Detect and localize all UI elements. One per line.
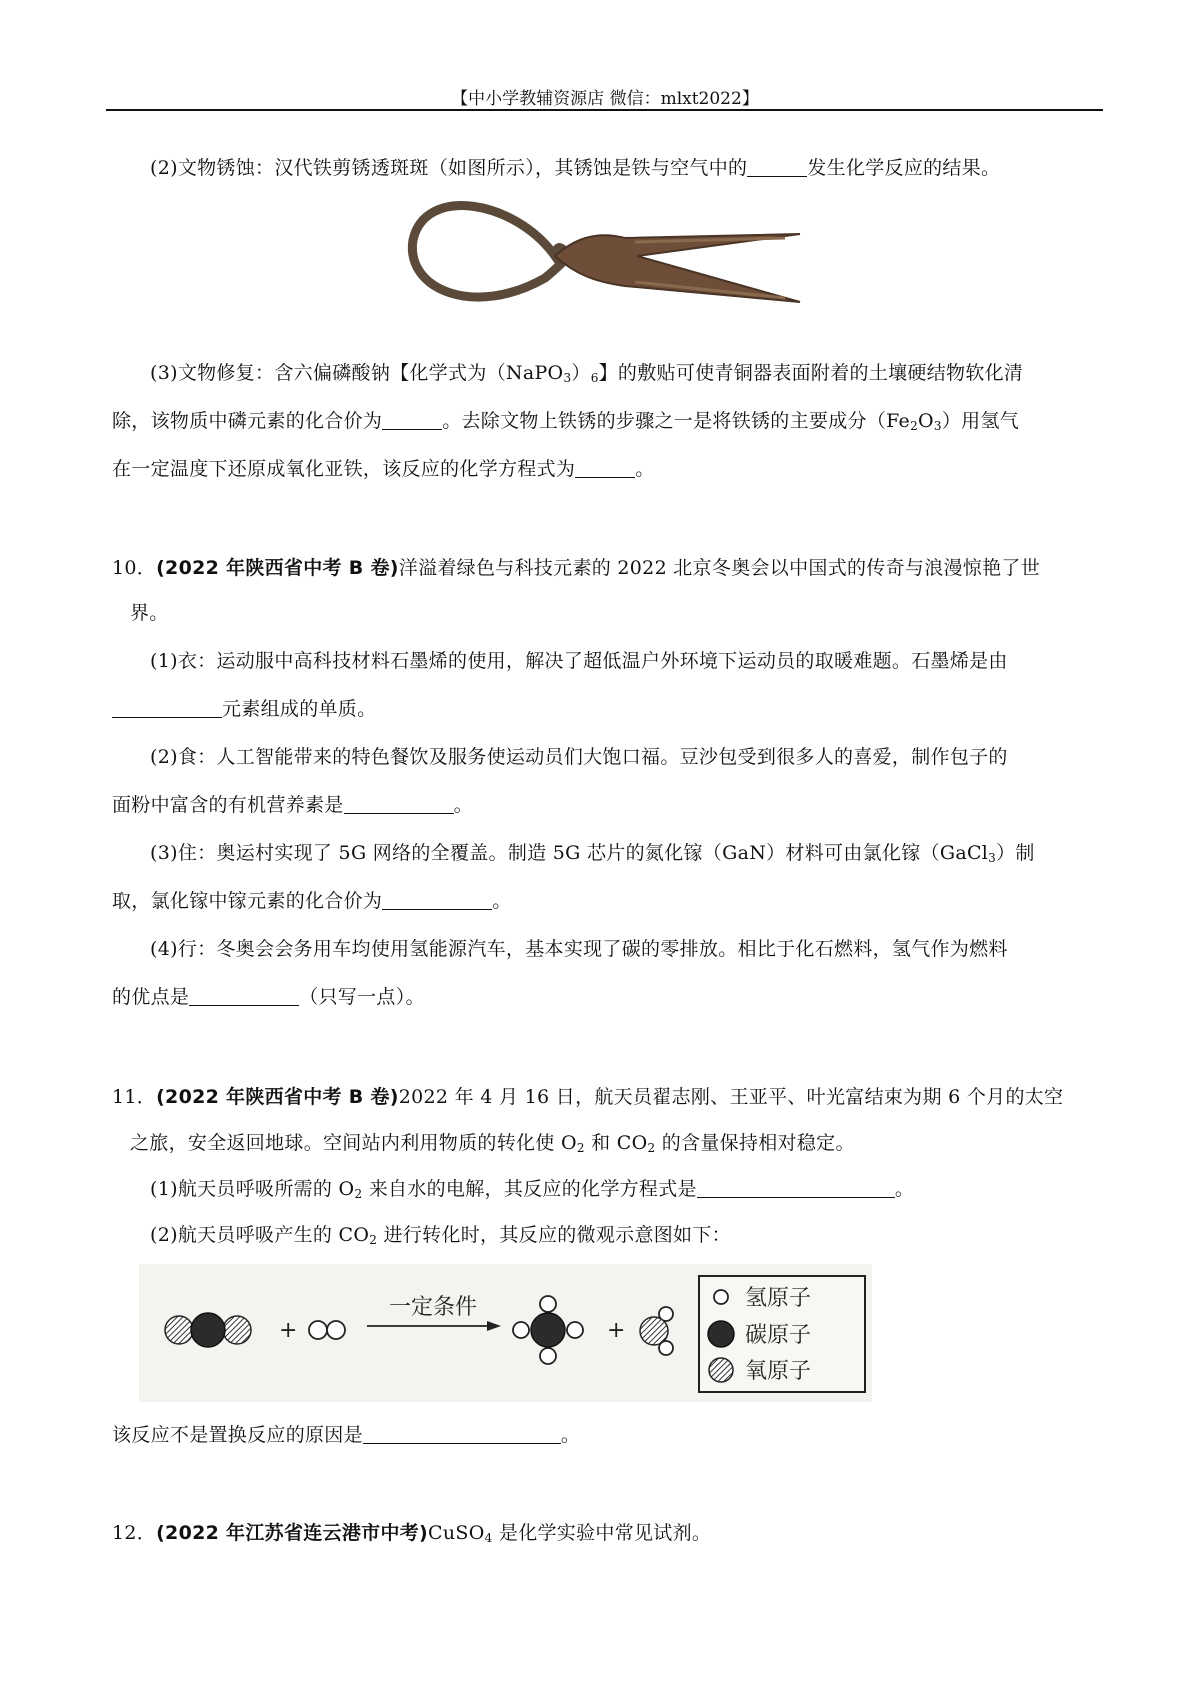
q9-part3-line1: [150, 360, 1140, 386]
question-number: 12．: [112, 1522, 157, 1544]
q9-part2-text-end: 发生化学反应的结果。: [807, 157, 1001, 179]
subscript: 3: [563, 371, 572, 385]
answer-blank[interactable]: [382, 891, 492, 910]
q9-part3-line2: [112, 408, 1102, 434]
question-stem: CuSO: [428, 1522, 485, 1544]
oxygen-atom-icon: [709, 1358, 733, 1382]
answer-blank[interactable]: [363, 1425, 561, 1444]
answer-blank[interactable]: [344, 795, 454, 814]
header-rule: [106, 109, 1103, 111]
legend-carbon: 碳原子: [745, 1323, 812, 1348]
q10-part2: (2)食：人工智能带来的特色餐饮及服务使运动员们大饱口福。豆沙包受到很多人的喜爱，制作包子的: [150, 746, 1008, 768]
answer-blank[interactable]: [747, 158, 807, 177]
question-source: (2022 年陕西省中考 B 卷): [156, 557, 399, 579]
q10-text: （只写一点）。: [299, 986, 425, 1008]
question-source: (2022 年江苏省连云港市中考): [156, 1522, 429, 1544]
carbon-atom-icon: [708, 1321, 734, 1347]
q10-part3: [150, 840, 1140, 866]
h2o-molecule: [640, 1307, 673, 1355]
q9-part3-text: ）用氢气: [941, 410, 1020, 432]
q11-text: 进行转化时，其反应的微观示意图如下：: [377, 1224, 731, 1246]
q9-part3-text: O: [918, 410, 934, 432]
q10-text: 。: [453, 794, 473, 816]
q12-stem: [112, 1520, 1102, 1546]
question-stem: 2022 年 4 月 16 日，航天员翟志刚、王亚平、叶光富结束为期 6 个月的太空: [398, 1086, 1064, 1108]
question-number: 10．: [112, 557, 157, 579]
q9-part3-text: 】的敷贴可使青铜器表面附着的土壤硬结物软化清: [598, 362, 1024, 384]
subscript: 6: [590, 371, 599, 385]
q9-part3-text: 在一定温度下还原成氧化亚铁，该反应的化学方程式为: [112, 458, 576, 480]
q9-part3-text: 。: [635, 458, 655, 480]
subscript: 2: [576, 1141, 585, 1155]
subscript: 2: [369, 1233, 378, 1247]
q11-part1: [150, 1176, 1140, 1202]
subscript: 2: [647, 1141, 656, 1155]
q11-part2-tail: [112, 1422, 1102, 1448]
q10-part1: (1)衣：运动服中高科技材料石墨烯的使用，解决了超低温户外环境下运动员的取暖难题。石墨烯是由: [150, 650, 1008, 672]
answer-blank[interactable]: [112, 699, 222, 718]
question-number: 11．: [112, 1086, 157, 1108]
q10-part2-line2: [112, 792, 1102, 818]
co2-molecule: [165, 1313, 251, 1347]
question-stem: 是化学实验中常见试剂。: [492, 1522, 712, 1544]
legend-oxygen: 氧原子: [745, 1359, 812, 1384]
q9-part3-text: 。去除文物上铁锈的步骤之一是将铁锈的主要成分（Fe: [442, 410, 911, 432]
page-header: 【中小学教辅资源店 微信：mlxt2022】: [451, 89, 759, 109]
subscript: 2: [910, 419, 919, 433]
arrow-head-icon: [487, 1321, 501, 1331]
q10-text: (3)住：奥运村实现了 5G 网络的全覆盖。制造 5G 芯片的氮化镓（GaN）材料可由氯化镓（GaCl: [150, 842, 989, 864]
arrow-label: 一定条件: [389, 1295, 478, 1320]
question-source: (2022 年陕西省中考 B 卷): [156, 1086, 399, 1108]
q11-text: 的含量保持相对稳定。: [655, 1132, 855, 1154]
ch4-molecule: [513, 1296, 583, 1364]
q11-stem: [112, 1084, 1102, 1110]
reaction-diagram: [139, 1264, 872, 1402]
q10-part1-line2: [112, 696, 1102, 722]
q11-text: (2)航天员呼吸产生的 CO: [150, 1224, 370, 1246]
q11-text: 来自水的电解，其反应的化学方程式是: [362, 1178, 697, 1200]
q9-part3-text: (3)文物修复：含六偏磷酸钠【化学式为（NaPO: [150, 362, 564, 384]
q10-text: 取，氯化镓中镓元素的化合价为: [112, 890, 383, 912]
q10-text: 面粉中富含的有机营养素是: [112, 794, 344, 816]
legend-hydrogen: 氢原子: [745, 1286, 812, 1311]
subscript: 4: [484, 1531, 493, 1545]
plus-sign: +: [279, 1318, 298, 1343]
q11-text: (1)航天员呼吸所需的 O: [150, 1178, 355, 1200]
h2-molecule: [309, 1321, 345, 1339]
q11-text: 该反应不是置换反应的原因是: [112, 1424, 363, 1446]
answer-blank[interactable]: [189, 987, 299, 1006]
q10-part4: (4)行：冬奥会会务用车均使用氢能源汽车，基本实现了碳的零排放。相比于化石燃料，氢气作为燃料: [150, 938, 1008, 960]
hydrogen-atom-icon: [714, 1290, 728, 1304]
q11-part2: [150, 1222, 1140, 1248]
q11-text: 之旅，安全返回地球。空间站内利用物质的转化使 O: [130, 1132, 577, 1154]
q10-part3-line2: [112, 888, 1102, 914]
q10-part4-line2: [112, 984, 1102, 1010]
q9-part2-text: (2)文物锈蚀：汉代铁剪锈透斑斑（如图所示），其锈蚀是铁与空气中的: [150, 157, 748, 179]
q10-text: 。: [492, 890, 512, 912]
q11-text: 。: [560, 1424, 581, 1446]
q9-part3-text: 除，该物质中磷元素的化合价为: [112, 410, 383, 432]
answer-blank[interactable]: [575, 459, 635, 478]
q9-part3-line3: [112, 456, 1102, 482]
q10-stem-line2: 界。: [130, 602, 169, 624]
answer-blank[interactable]: [697, 1179, 895, 1198]
answer-blank[interactable]: [382, 411, 442, 430]
q11-stem-line2: [130, 1130, 1120, 1156]
q10-stem: [112, 555, 1102, 581]
subscript: 2: [354, 1187, 363, 1201]
q10-text: 的优点是: [112, 986, 190, 1008]
subscript: 3: [988, 851, 997, 865]
q9-part2: [150, 155, 1140, 181]
iron-scissors-image: [405, 190, 805, 324]
q11-text: 。: [894, 1178, 915, 1200]
q9-part3-text: ）: [571, 362, 591, 384]
q11-text: 和 CO: [584, 1132, 648, 1154]
plus-sign: +: [607, 1318, 626, 1343]
question-stem: 洋溢着绿色与科技元素的 2022 北京冬奥会以中国式的传奇与浪漫惊艳了世: [398, 557, 1040, 579]
subscript: 3: [933, 419, 942, 433]
q10-text: 元素组成的单质。: [222, 698, 377, 720]
q10-text: ）制: [996, 842, 1035, 864]
